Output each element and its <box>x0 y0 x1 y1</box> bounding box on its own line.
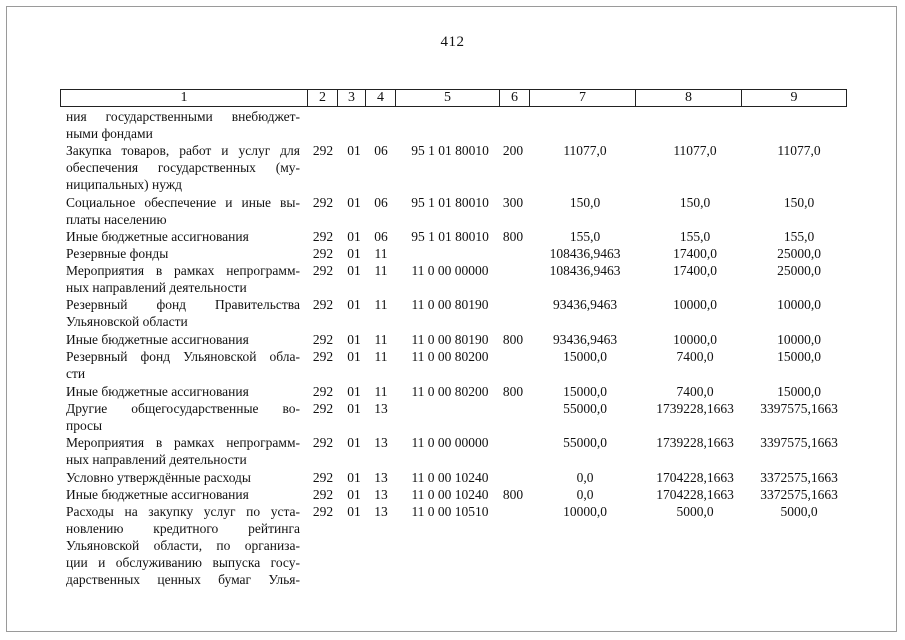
row-name-line: дарственных ценных бумаг Улья- <box>66 572 300 587</box>
amount-col-7: 93436,9463 <box>552 332 618 347</box>
subsection-code: 11 <box>374 246 388 261</box>
amount-col-8: 1739228,1663 <box>656 435 734 450</box>
ministry-code: 292 <box>312 504 334 519</box>
row-name-line: Иные бюджетные ассигнования <box>66 229 249 244</box>
row-name <box>66 108 300 142</box>
subsection-code: 13 <box>374 470 388 485</box>
row-name-line: ными фондами <box>66 126 153 141</box>
row-name <box>66 469 300 486</box>
subsection-code: 13 <box>374 504 388 519</box>
row-name <box>66 503 300 588</box>
row-name <box>66 331 300 348</box>
ministry-code: 292 <box>312 246 334 261</box>
row-name-line: ции и обслуживанию выпуска госу- <box>66 555 300 570</box>
section-code: 01 <box>347 332 361 347</box>
ministry-code: 292 <box>312 470 334 485</box>
amount-col-8: 155,0 <box>679 229 711 244</box>
target-code: 11 0 00 10510 <box>411 504 489 519</box>
section-code: 01 <box>347 229 361 244</box>
amount-col-9: 15000,0 <box>777 349 821 364</box>
amount-col-7: 108436,9463 <box>549 263 621 278</box>
row-name <box>66 486 300 503</box>
target-code: 95 1 01 80010 <box>411 195 489 210</box>
target-code: 95 1 01 80010 <box>411 143 489 158</box>
amount-col-8: 11077,0 <box>673 143 717 158</box>
ministry-code: 292 <box>312 195 334 210</box>
amount-col-9: 10000,0 <box>777 332 821 347</box>
row-name <box>66 245 300 262</box>
header-col-8: 8 <box>635 90 741 106</box>
row-name <box>66 348 300 382</box>
amount-col-9: 155,0 <box>783 229 815 244</box>
subsection-code: 11 <box>374 263 388 278</box>
row-name-line: ниципальных) нужд <box>66 177 183 192</box>
row-name-line: Социальное обеспечение и иные вы- <box>66 195 300 210</box>
amount-col-9: 3397575,1663 <box>760 401 838 416</box>
subsection-code: 11 <box>374 332 388 347</box>
expense-type-code: 300 <box>502 195 524 210</box>
row-name-line: Мероприятия в рамках непрограмм- <box>66 263 300 278</box>
target-code: 11 0 00 80190 <box>411 297 489 312</box>
amount-col-9: 5000,0 <box>780 504 818 519</box>
amount-col-7: 55000,0 <box>563 401 607 416</box>
row-name <box>66 296 300 330</box>
row-name-line: обеспечения государственных (му- <box>66 160 300 175</box>
subsection-code: 06 <box>374 143 388 158</box>
ministry-code: 292 <box>312 332 334 347</box>
amount-col-7: 93436,9463 <box>552 297 618 312</box>
row-name-line: Иные бюджетные ассигнования <box>66 487 249 502</box>
row-name-line: Расходы на закупку услуг по уста- <box>66 504 300 519</box>
row-name-line: просы <box>66 418 103 433</box>
amount-col-9: 11077,0 <box>777 143 821 158</box>
subsection-code: 06 <box>374 195 388 210</box>
row-name <box>66 262 300 296</box>
section-code: 01 <box>347 504 361 519</box>
row-name-line: ных направлений деятельности <box>66 452 247 467</box>
header-col-2: 2 <box>307 90 337 106</box>
table-header-row <box>60 89 847 107</box>
ministry-code: 292 <box>312 143 334 158</box>
amount-col-7: 10000,0 <box>563 504 607 519</box>
row-name-line: Другие общегосударственные во- <box>66 401 300 416</box>
section-code: 01 <box>347 349 361 364</box>
amount-col-9: 15000,0 <box>777 384 821 399</box>
amount-col-9: 150,0 <box>783 195 815 210</box>
subsection-code: 11 <box>374 384 388 399</box>
section-code: 01 <box>347 143 361 158</box>
row-name-line: Ульяновской области, по организа- <box>66 538 300 553</box>
row-name-line: Резервный фонд Правительства <box>66 297 300 312</box>
header-col-6: 6 <box>499 90 529 106</box>
subsection-code: 06 <box>374 229 388 244</box>
ministry-code: 292 <box>312 263 334 278</box>
subsection-code: 11 <box>374 349 388 364</box>
subsection-code: 13 <box>374 487 388 502</box>
ministry-code: 292 <box>312 401 334 416</box>
ministry-code: 292 <box>312 487 334 502</box>
amount-col-7: 11077,0 <box>563 143 607 158</box>
header-col-4: 4 <box>365 90 395 106</box>
ministry-code: 292 <box>312 229 334 244</box>
amount-col-7: 108436,9463 <box>549 246 621 261</box>
amount-col-8: 1739228,1663 <box>656 401 734 416</box>
amount-col-7: 15000,0 <box>563 349 607 364</box>
section-code: 01 <box>347 297 361 312</box>
expense-type-code: 800 <box>502 384 524 399</box>
amount-col-9: 3372575,1663 <box>760 487 838 502</box>
target-code: 11 0 00 80190 <box>411 332 489 347</box>
row-name-line: Закупка товаров, работ и услуг для <box>66 143 300 158</box>
target-code: 11 0 00 80200 <box>411 349 489 364</box>
amount-col-7: 150,0 <box>569 195 601 210</box>
amount-col-7: 0,0 <box>576 487 594 502</box>
amount-col-7: 15000,0 <box>563 384 607 399</box>
amount-col-8: 150,0 <box>679 195 711 210</box>
section-code: 01 <box>347 263 361 278</box>
row-name <box>66 228 300 245</box>
ministry-code: 292 <box>312 435 334 450</box>
amount-col-9: 25000,0 <box>777 246 821 261</box>
amount-col-9: 3397575,1663 <box>760 435 838 450</box>
amount-col-8: 10000,0 <box>673 297 717 312</box>
section-code: 01 <box>347 401 361 416</box>
amount-col-9: 10000,0 <box>777 297 821 312</box>
expense-type-code: 800 <box>502 332 524 347</box>
ministry-code: 292 <box>312 297 334 312</box>
row-name-line: платы населению <box>66 212 167 227</box>
row-name-line: Иные бюджетные ассигнования <box>66 384 249 399</box>
section-code: 01 <box>347 384 361 399</box>
row-name-line: ных направлений деятельности <box>66 280 247 295</box>
amount-col-8: 7400,0 <box>676 349 714 364</box>
row-name-line: Резервные фонды <box>66 246 169 261</box>
amount-col-7: 155,0 <box>569 229 601 244</box>
subsection-code: 13 <box>374 401 388 416</box>
section-code: 01 <box>347 195 361 210</box>
row-name <box>66 142 300 193</box>
amount-col-8: 1704228,1663 <box>656 470 734 485</box>
section-code: 01 <box>347 246 361 261</box>
ministry-code: 292 <box>312 349 334 364</box>
amount-col-9: 3372575,1663 <box>760 470 838 485</box>
header-col-3: 3 <box>337 90 365 106</box>
section-code: 01 <box>347 470 361 485</box>
header-col-1: 1 <box>180 90 188 105</box>
amount-col-8: 10000,0 <box>673 332 717 347</box>
header-col-9: 9 <box>741 90 846 106</box>
target-code: 11 0 00 00000 <box>411 435 489 450</box>
header-col-7: 7 <box>529 90 635 106</box>
target-code: 11 0 00 00000 <box>411 263 489 278</box>
target-code: 11 0 00 10240 <box>411 487 489 502</box>
expense-type-code: 200 <box>502 143 524 158</box>
row-name <box>66 434 300 468</box>
row-name-line: Резервный фонд Ульяновской обла- <box>66 349 300 364</box>
section-code: 01 <box>347 435 361 450</box>
amount-col-9: 25000,0 <box>777 263 821 278</box>
row-name-line: Иные бюджетные ассигнования <box>66 332 249 347</box>
amount-col-7: 0,0 <box>576 470 594 485</box>
row-name-line: новлению кредитного рейтинга <box>66 521 300 536</box>
header-col-5: 5 <box>395 90 499 106</box>
ministry-code: 292 <box>312 384 334 399</box>
row-name-line: Мероприятия в рамках непрограмм- <box>66 435 300 450</box>
row-name-line: ния государственными внебюджет- <box>66 109 300 124</box>
row-name <box>66 194 300 228</box>
expense-type-code: 800 <box>502 487 524 502</box>
row-name <box>66 383 300 400</box>
target-code: 11 0 00 10240 <box>411 470 489 485</box>
row-name-line: Ульяновской области <box>66 314 188 329</box>
target-code: 95 1 01 80010 <box>411 229 489 244</box>
subsection-code: 11 <box>374 297 388 312</box>
row-name <box>66 400 300 434</box>
amount-col-8: 1704228,1663 <box>656 487 734 502</box>
row-name-line: Условно утверждённые расходы <box>66 470 251 485</box>
row-name-line: сти <box>66 366 86 381</box>
amount-col-8: 7400,0 <box>676 384 714 399</box>
amount-col-8: 5000,0 <box>676 504 714 519</box>
page-number: 412 <box>440 34 465 50</box>
amount-col-7: 55000,0 <box>563 435 607 450</box>
amount-col-8: 17400,0 <box>673 246 717 261</box>
subsection-code: 13 <box>374 435 388 450</box>
amount-col-8: 17400,0 <box>673 263 717 278</box>
expense-type-code: 800 <box>502 229 524 244</box>
target-code: 11 0 00 80200 <box>411 384 489 399</box>
section-code: 01 <box>347 487 361 502</box>
